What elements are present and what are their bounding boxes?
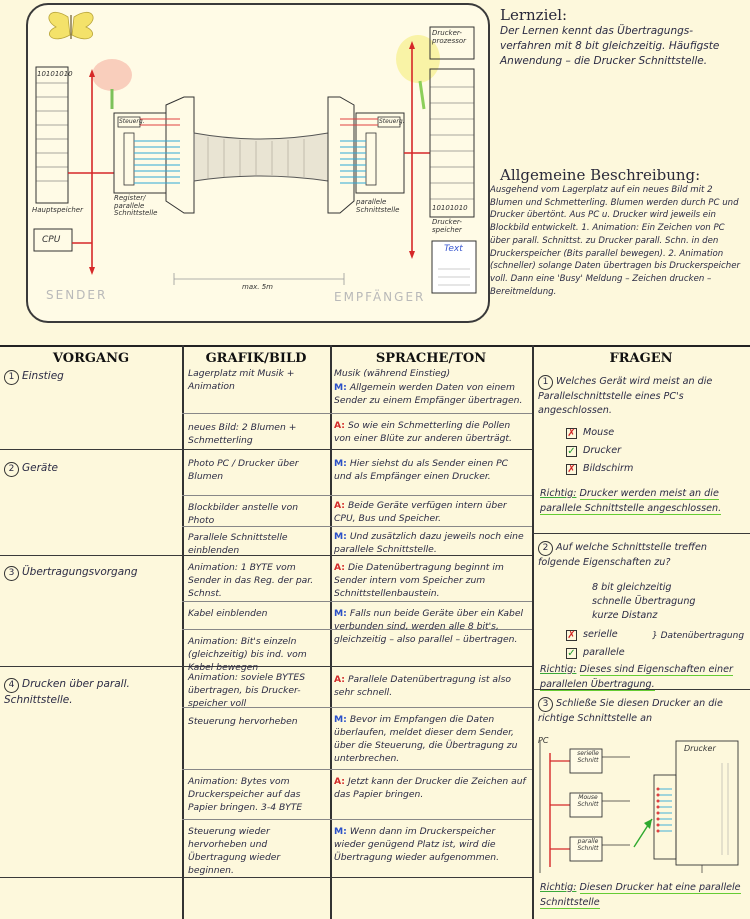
- grafik-cell: Steuerung wieder hervorheben und Übertragung wieder beginnen.: [188, 826, 281, 877]
- property-list: 8 bit gleichzeitig schnelle Übertragung kurze Distanz: [592, 582, 696, 621]
- flower-icon: [92, 59, 132, 109]
- sprache-line: M: Und zusätzlich dazu jeweils noch eine parallele Schnittstelle.: [334, 531, 524, 556]
- answer-3: Richtig: Diesen Drucker hat eine parallele Schnittstelle: [540, 882, 741, 908]
- header-grafik: GRAFIK/BILD: [205, 351, 307, 366]
- sender-label: SENDER: [46, 288, 108, 302]
- storyboard-frame: [26, 3, 490, 323]
- sprache-line: M: Hier siehst du als Sender einen PC und als Empfänger einen Drucker.: [334, 458, 509, 483]
- question-text: Schließe Sie diesen Drucker an die richtige Schnittstelle an: [538, 698, 723, 724]
- step-number: 2: [4, 462, 19, 477]
- grafik-cell: Parallele Schnittstelle einblenden: [188, 532, 288, 557]
- register-left-label: Register/ parallele Schnittstelle: [114, 194, 158, 218]
- sprache-line: M: Falls nun beide Geräte über ein Kabel verbunden sind, werden alle 8 bit's, gleichzeitig – also parallel – übertragen.: [334, 608, 524, 646]
- step-label: Drucken über parall. Schnittstelle.: [4, 678, 130, 706]
- grafik-cell: Animation: Bytes vom Druckerspeicher auf das Papier bringen. 3-4 BYTE: [188, 776, 303, 814]
- step-number: 1: [4, 370, 19, 385]
- checkbox[interactable]: ✗: [567, 428, 576, 439]
- hauptspeicher-label: Hauptspeicher: [32, 206, 83, 214]
- option-drucker[interactable]: ✓ Drucker: [567, 445, 622, 457]
- druckerspeicher-label: Drucker-speicher: [432, 218, 462, 234]
- grafik-cell: Animation: 1 BYTE vom Sender in das Reg. der par. Schnst.: [188, 562, 314, 600]
- header-sprache: SPRACHE/TON: [375, 351, 487, 366]
- port-parallel-label: paralle Schnitt: [577, 838, 599, 852]
- header-vorgang: VORGANG: [52, 351, 130, 366]
- printer-box: [676, 741, 738, 865]
- pc-label: PC: [538, 736, 549, 745]
- empfaenger-label: EMPFÄNGER: [334, 290, 426, 304]
- drucker-prozessor-label: Drucker-prozessor: [432, 29, 467, 45]
- step-1: [4, 369, 180, 385]
- sprache-line: A: Die Datenübertragung beginnt im Sender intern vom Speicher zum Schnittstellenbaustein.: [334, 562, 504, 600]
- grafik-cell: Animation: Bit's einzeln (gleichzeitig) bis ind. vom Kabel bewegen: [188, 636, 307, 674]
- sprache-line: M: Bevor im Empfangen die Daten überlaufen, meldet dieser dem Sender, über die Steuerung, die Übertragung zu unterbrechen.: [334, 714, 518, 765]
- answer-1: Richtig: Drucker werden meist an die parallele Schnittstelle angeschlossen.: [540, 488, 722, 514]
- step-label: Einstieg: [22, 370, 64, 382]
- lernziel-text: Der Lernen kennt das Übertragungs-verfahren mit 8 bit gleichzeitig. Häufigste Anwendung – die Drucker Schnittstelle.: [500, 25, 720, 68]
- step-2: [4, 461, 180, 477]
- sketch-drawing: [28, 5, 490, 323]
- option-bildschirm[interactable]: ✗ Bildschirm: [567, 463, 634, 475]
- question-number: 3: [538, 697, 553, 712]
- step-4: [4, 677, 180, 708]
- question-1: [538, 375, 744, 418]
- option-parallele[interactable]: ✓ parallele: [567, 647, 625, 659]
- header-fragen: FRAGEN: [609, 351, 673, 366]
- steuerung-right-label: Steuerg.: [379, 118, 405, 125]
- sprache-line: A: So wie ein Schmetterling die Pollen von einer Blüte zur anderen überträgt.: [334, 420, 512, 445]
- step-label: Geräte: [22, 462, 58, 474]
- checkbox[interactable]: ✓: [567, 446, 576, 457]
- checkbox[interactable]: ✓: [567, 648, 576, 659]
- text-label: Text: [444, 244, 463, 254]
- beschreibung-heading: Allgemeine Beschreibung:: [500, 166, 701, 184]
- question-number: 1: [538, 375, 553, 390]
- question-2: [538, 541, 744, 570]
- drucker-label: Drucker: [684, 744, 716, 753]
- flower-icon-right: [396, 35, 440, 109]
- step-number: 4: [4, 678, 19, 693]
- question-3: [538, 697, 748, 726]
- sprache-line: A: Beide Geräte verfügen intern über CPU, Bus und Speicher.: [334, 500, 507, 525]
- step-label: Übertragungsvorgang: [22, 566, 138, 578]
- laenge-label: max. 5m: [242, 283, 273, 291]
- schnittstelle-right-label: parallele Schnittstelle: [356, 198, 400, 214]
- butterfly-icon: [49, 12, 93, 39]
- grafik-cell: Lagerplatz mit Musik + Animation: [188, 368, 295, 393]
- port-mouse-label: Mouse Schnitt: [577, 794, 599, 808]
- sprache-line: M: Allgemein werden Daten von einem Sender zu einem Empfänger übertragen.: [334, 382, 523, 407]
- question-text: Auf welche Schnittstelle treffen folgende Eigenschaften zu?: [538, 542, 707, 568]
- grafik-cell: Blockbilder anstelle von Photo: [188, 502, 299, 527]
- grafik-cell: neues Bild: 2 Blumen + Schmetterling: [188, 422, 297, 447]
- question-number: 2: [538, 541, 553, 556]
- port-seriell-label: serielle Schnitt: [577, 750, 599, 764]
- question-text: Welches Gerät wird meist an die Parallelschnittstelle eines PC's angeschlossen.: [538, 376, 713, 416]
- sprache-line: A: Parallele Datenübertragung ist also sehr schnell.: [334, 674, 511, 699]
- grafik-cell: Animation: soviele BYTES übertragen, bis Drucker-speicher voll: [188, 672, 306, 710]
- grafik-cell: Photo PC / Drucker über Blumen: [188, 458, 299, 483]
- option-serielle[interactable]: ✗ serielle: [567, 629, 618, 641]
- answer-2: Richtig: Dieses sind Eigenschaften einer parallelen Übertragung.: [540, 664, 733, 690]
- option-mouse[interactable]: ✗ Mouse: [567, 427, 615, 439]
- step-number: 3: [4, 566, 19, 581]
- lernziel-heading: Lernziel:: [500, 6, 568, 24]
- grafik-cell: Kabel einblenden: [188, 608, 268, 619]
- bits-right-label: 10101010: [432, 204, 468, 212]
- step-3: [4, 565, 180, 581]
- sprache-line: M: Wenn dann im Druckerspeicher wieder genügend Platz ist, wird die Übertragung wieder aufgenommen.: [334, 826, 500, 864]
- grafik-cell: Steuerung hervorheben: [188, 716, 298, 727]
- checkbox[interactable]: ✗: [567, 630, 576, 641]
- beschreibung-text: Ausgehend vom Lagerplatz auf ein neues Bild mit 2 Blumen und Schmetterling. Blumen werden durch PC und Drucker übertönt. Aus PC u. Drucker wird jeweils ein Blockbild entwickelt. 1. Animation: Ein Zeichen von PC über parall. Schnittst. zu Drucker parall. Schn. in den Druckerspeicher (Bits parallel bewegen). 2. Animation (schneller) solange Daten übertragen bis Druckerspeicher voll. Dann eine 'Busy' Meldung – Zeichen drucken – Bereitmeldung.: [490, 185, 741, 297]
- checkbox[interactable]: ✗: [567, 464, 576, 475]
- steuerung-left-label: Steuerg.: [119, 118, 145, 125]
- sprache-intro: Musik (während Einstieg): [334, 368, 451, 379]
- cpu-label: CPU: [42, 235, 61, 245]
- connection-exercise[interactable]: [534, 733, 748, 879]
- storyboard-table: [0, 345, 750, 919]
- bits-left-label: 10101010: [37, 70, 73, 78]
- sprache-line: A: Jetzt kann der Drucker die Zeichen auf das Papier bringen.: [334, 776, 526, 801]
- brace-label: } Datenübertragung: [652, 631, 745, 641]
